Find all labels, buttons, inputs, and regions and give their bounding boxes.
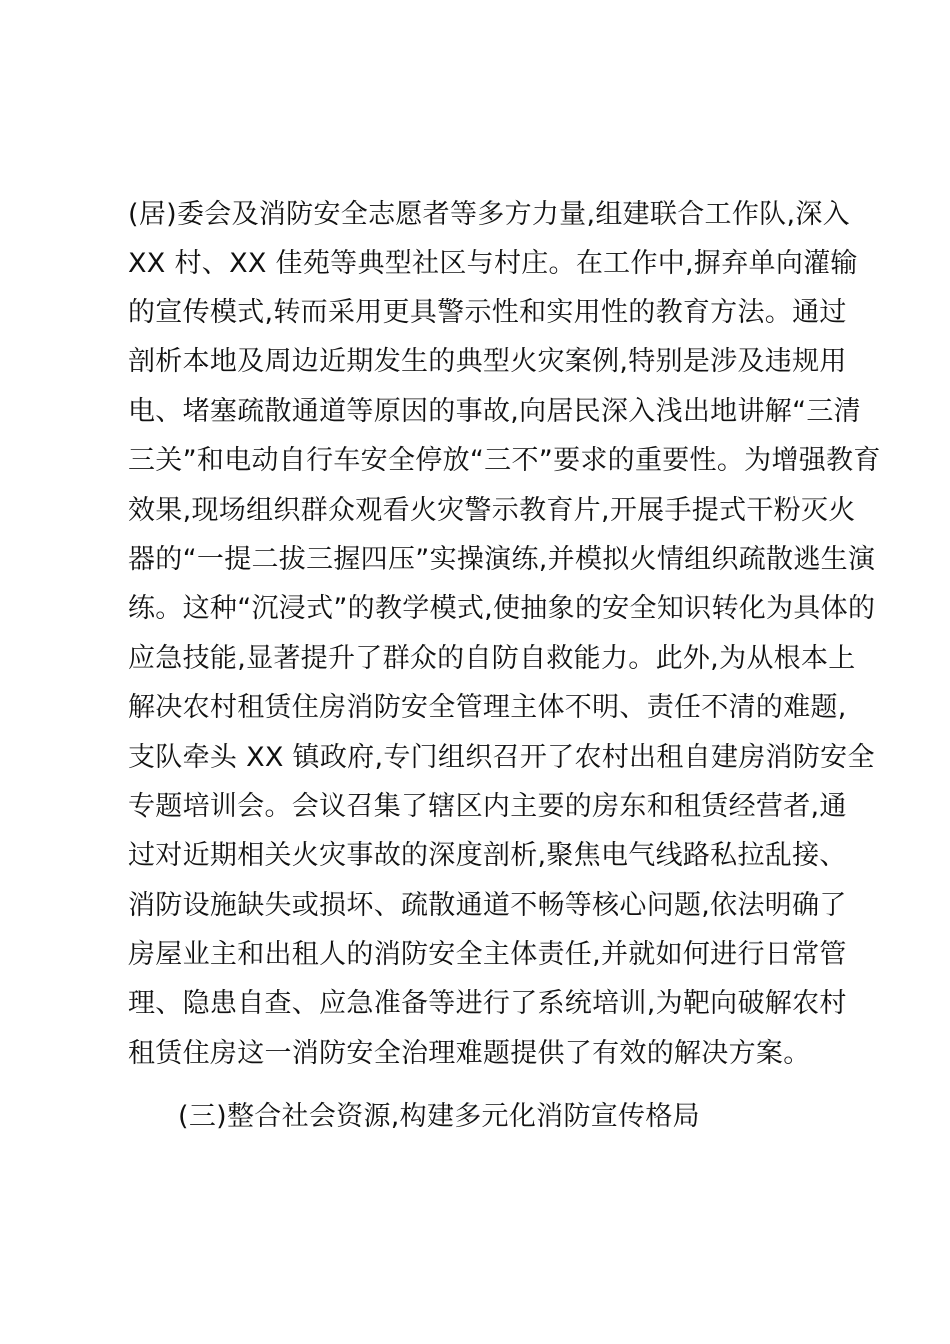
paragraph-line-13: 专题培训会。会议召集了辖区内主要的房东和租赁经营者,通 (128, 791, 847, 822)
paragraph-line-8: 器的“一提二拔三握四压”实操演练,并模拟火情组织疏散逃生演 (128, 544, 876, 575)
paragraph-line-3: 的宣传模式,转而采用更具警示性和实用性的教育方法。通过 (128, 297, 847, 328)
paragraph-line-2: XX 村、XX 佳苑等典型社区与村庄。在工作中,摒弃单向灌输 (128, 248, 858, 279)
paragraph-line-14: 过对近期相关火灾事故的深度剖析,聚焦电气线路私拉乱接、 (128, 840, 847, 871)
paragraph-line-9: 练。这种“沉浸式”的教学模式,使抽象的安全知识转化为具体的 (128, 593, 876, 624)
paragraph-line-15: 消防设施缺失或损坏、疏散通道不畅等核心问题,依法明确了 (128, 890, 847, 921)
paragraph-line-4: 剖析本地及周边近期发生的典型火灾案例,特别是涉及违规用 (128, 346, 847, 377)
paragraph-line-1: (居)委会及消防安全志愿者等多方力量,组建联合工作队,深入 (128, 199, 850, 230)
paragraph-line-16: 房屋业主和出租人的消防安全主体责任,并就如何进行日常管 (128, 939, 847, 970)
paragraph-line-10: 应急技能,显著提升了群众的自防自救能力。此外,为从根本上 (128, 643, 856, 674)
paragraph-line-7: 效果,现场组织群众观看火灾警示教育片,开展手提式干粉灭火 (128, 495, 856, 526)
paragraph-line-6: 三关”和电动自行车安全停放“三不”要求的重要性。为增强教育 (128, 445, 881, 476)
section-heading: (三)整合社会资源,构建多元化消防宣传格局 (178, 1101, 700, 1132)
paragraph-line-11: 解决农村租赁住房消防安全管理主体不明、责任不清的难题, (128, 692, 847, 723)
paragraph-line-18: 租赁住房这一消防安全治理难题提供了有效的解决方案。 (128, 1038, 811, 1069)
paragraph-line-17: 理、隐患自查、应急准备等进行了系统培训,为靶向破解农村 (128, 988, 847, 1019)
paragraph-line-12: 支队牵头 XX 镇政府,专门组织召开了农村出租自建房消防安全 (128, 742, 875, 773)
paragraph-line-5: 电、堵塞疏散通道等原因的事故,向居民深入浅出地讲解“三清 (128, 396, 861, 427)
